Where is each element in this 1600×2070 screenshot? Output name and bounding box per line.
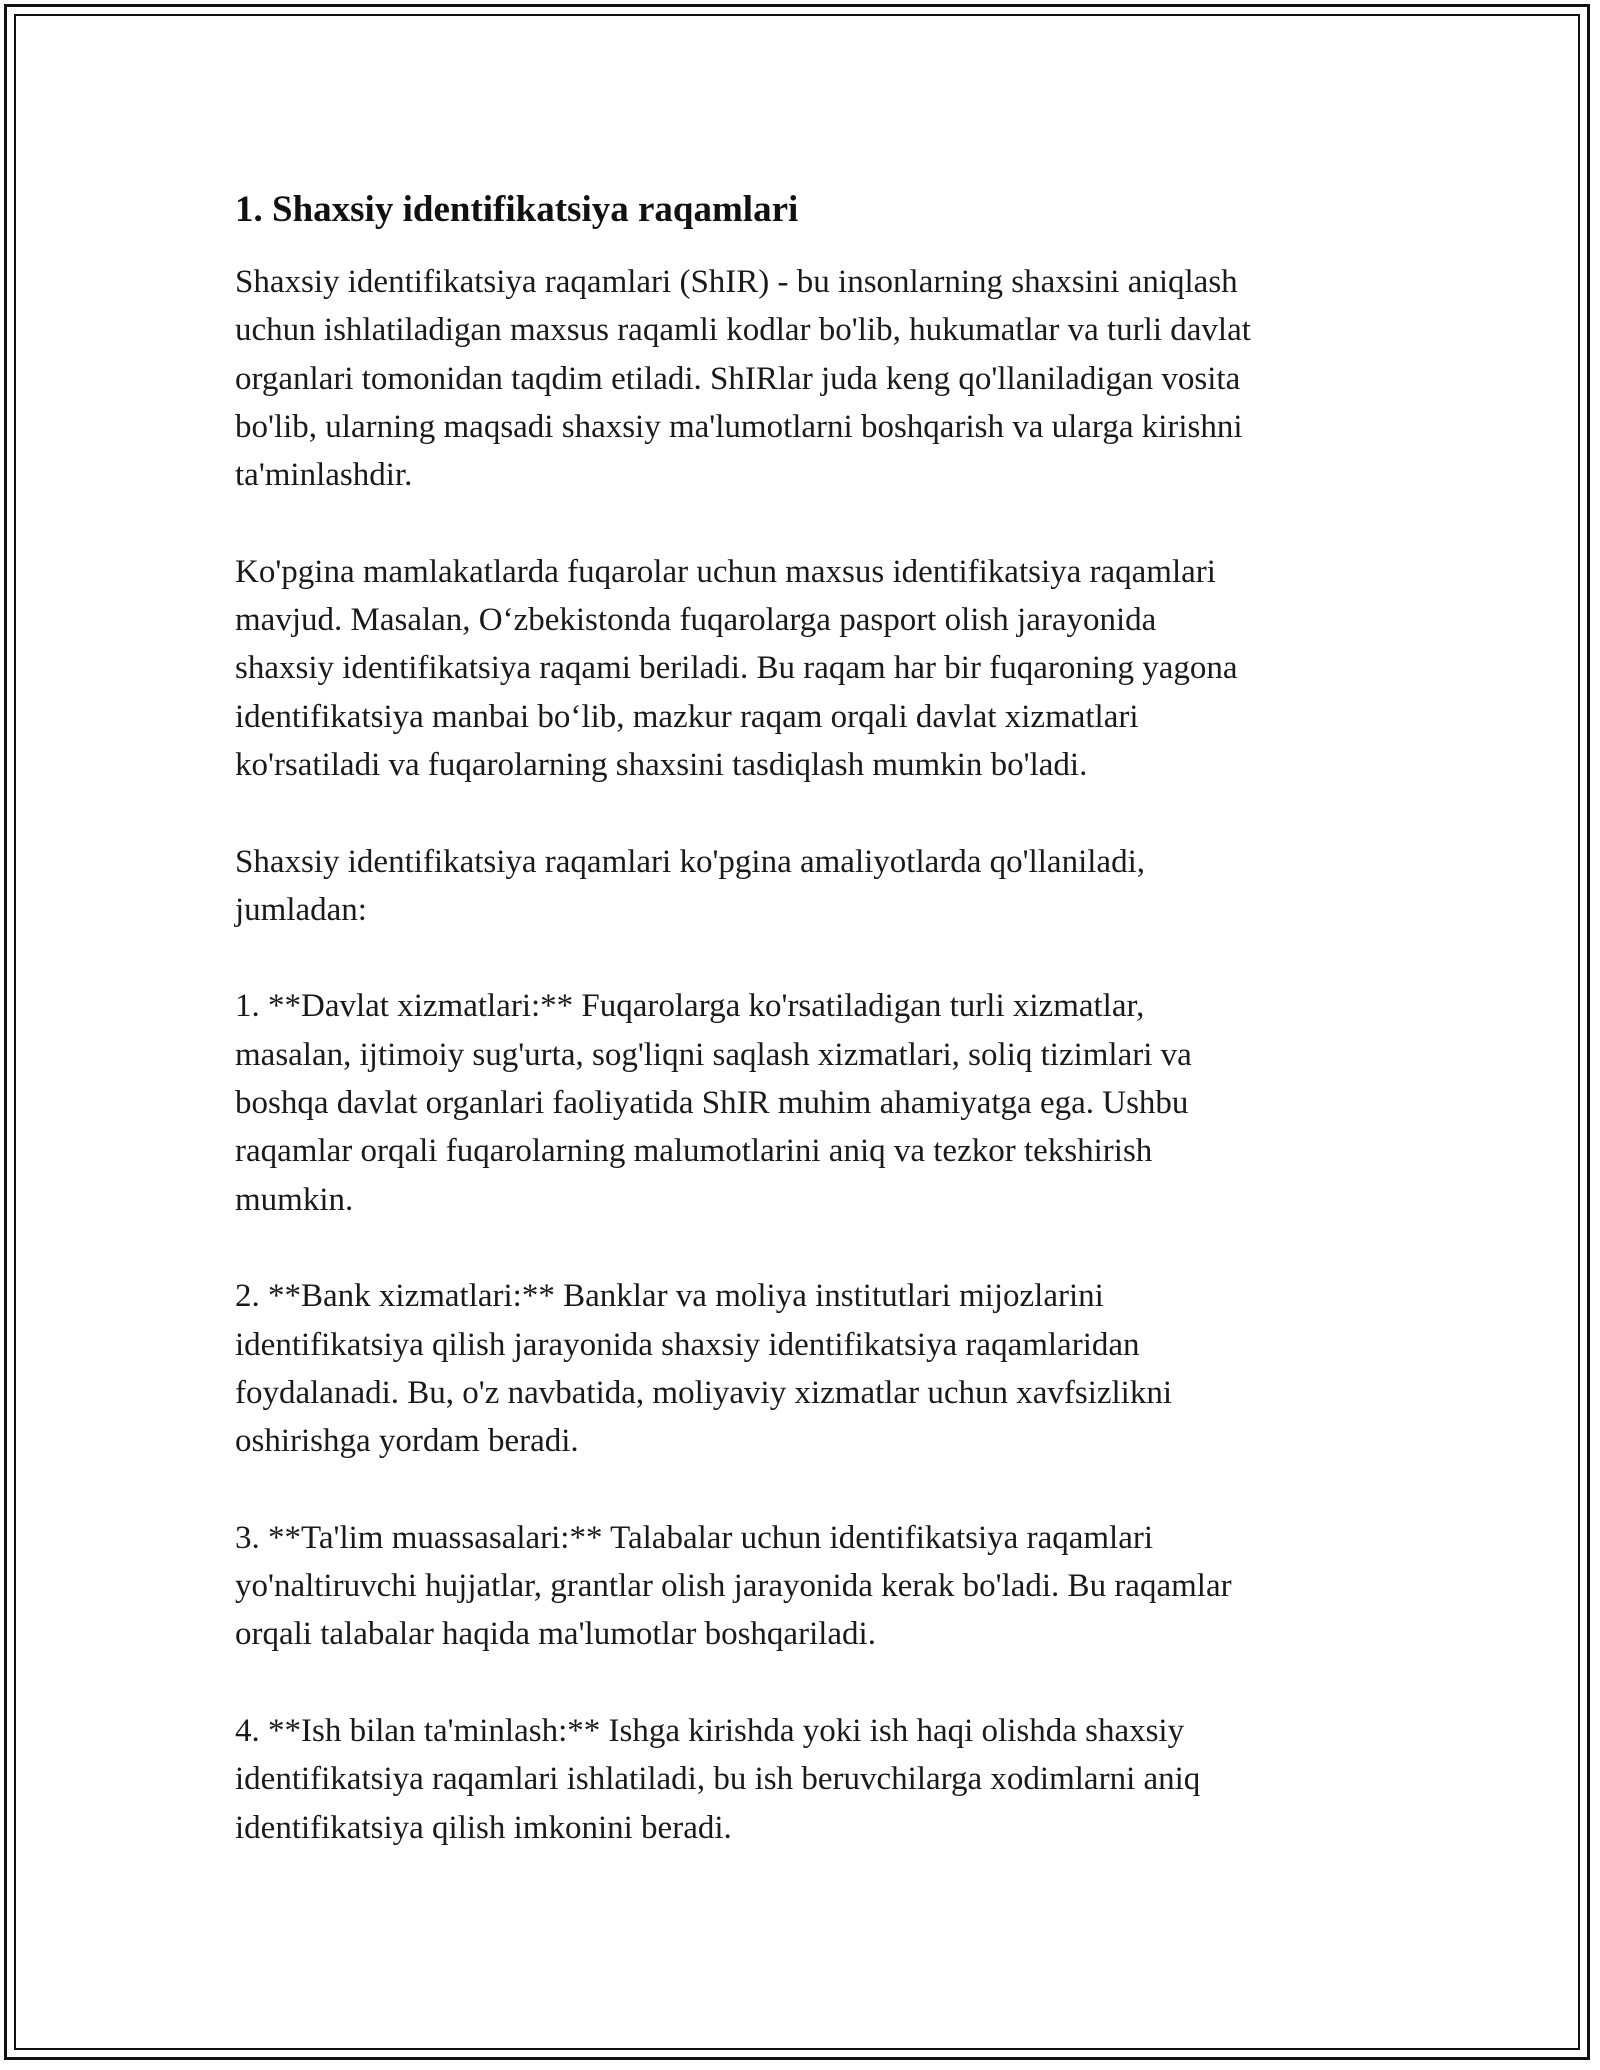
list-item-education: 3. **Ta'lim muassasalari:** Talabalar uchun identifikatsiya raqamlari yo'naltiruvchi hujjatlar, grantlar olish jarayonida kerak bo'ladi. Bu raqamlar orqali talabalar haqida ma'lumotlar boshqariladi.: [235, 1519, 1232, 1653]
list-item-employment: 4. **Ish bilan ta'minlash:** Ishga kirishda yoki ish haqi olishda shaxsiy identifikatsiya raqamlari ishlatiladi, bu ish beruvchilarga xodimlarni aniq identifikatsiya qilish imkonini beradi.: [235, 1712, 1201, 1846]
paragraph-applications: Shaxsiy identifikatsiya raqamlari ko'pgina amaliyotlarda qo'llaniladi, jumladan:: [235, 843, 1145, 928]
document-title: 1. Shaxsiy identifikatsiya raqamlari: [235, 189, 799, 230]
paragraph-countries: Ko'pgina mamlakatlarda fuqarolar uchun maxsus identifikatsiya raqamlari mavjud. Masalan, O‘zbekistonda fuqarolarga pasport olish jarayonida shaxsiy identifikatsiya raqami beriladi. Bu raqam har bir fuqaroning yagona identifikatsiya manbai bo‘lib, mazkur raqam orqali davlat xizmatlari ko'rsatiladi va fuqarolarning shaxsini tasdiqlash mumkin bo'ladi.: [235, 553, 1238, 783]
paragraph-intro: Shaxsiy identifikatsiya raqamlari (ShIR) - bu insonlarning shaxsini aniqlash uchun ishlatiladigan maxsus raqamli kodlar bo'lib, hukumatlar va turli davlat organlari tomonidan taqdim etiladi. ShIRlar juda keng qo'llaniladigan vosita bo'lib, ularning maqsadi shaxsiy ma'lumotlarni boshqarish va ularga kirishni ta'minlashdir.: [235, 264, 1251, 494]
list-item-government-services: 1. **Davlat xizmatlari:** Fuqarolarga ko'rsatiladigan turli xizmatlar, masalan, ijtimoiy sug'urta, sog'liqni saqlash xizmatlari, soliq tizimlari va boshqa davlat organlari faoliyatida ShIR muhim ahamiyatga ega. Ushbu raqamlar orqali fuqarolarning malumotlarini aniq va tezkor tekshirish mumkin.: [235, 988, 1192, 1218]
list-item-bank-services: 2. **Bank xizmatlari:** Banklar va moliya institutlari mijozlarini identifikatsiya qilish jarayonida shaxsiy identifikatsiya raqamlaridan foydalanadi. Bu, o'z navbatida, moliyaviy xizmatlar uchun xavfsizlikni oshirishga yordam beradi.: [235, 1278, 1173, 1460]
document-body: [235, 186, 1385, 1900]
